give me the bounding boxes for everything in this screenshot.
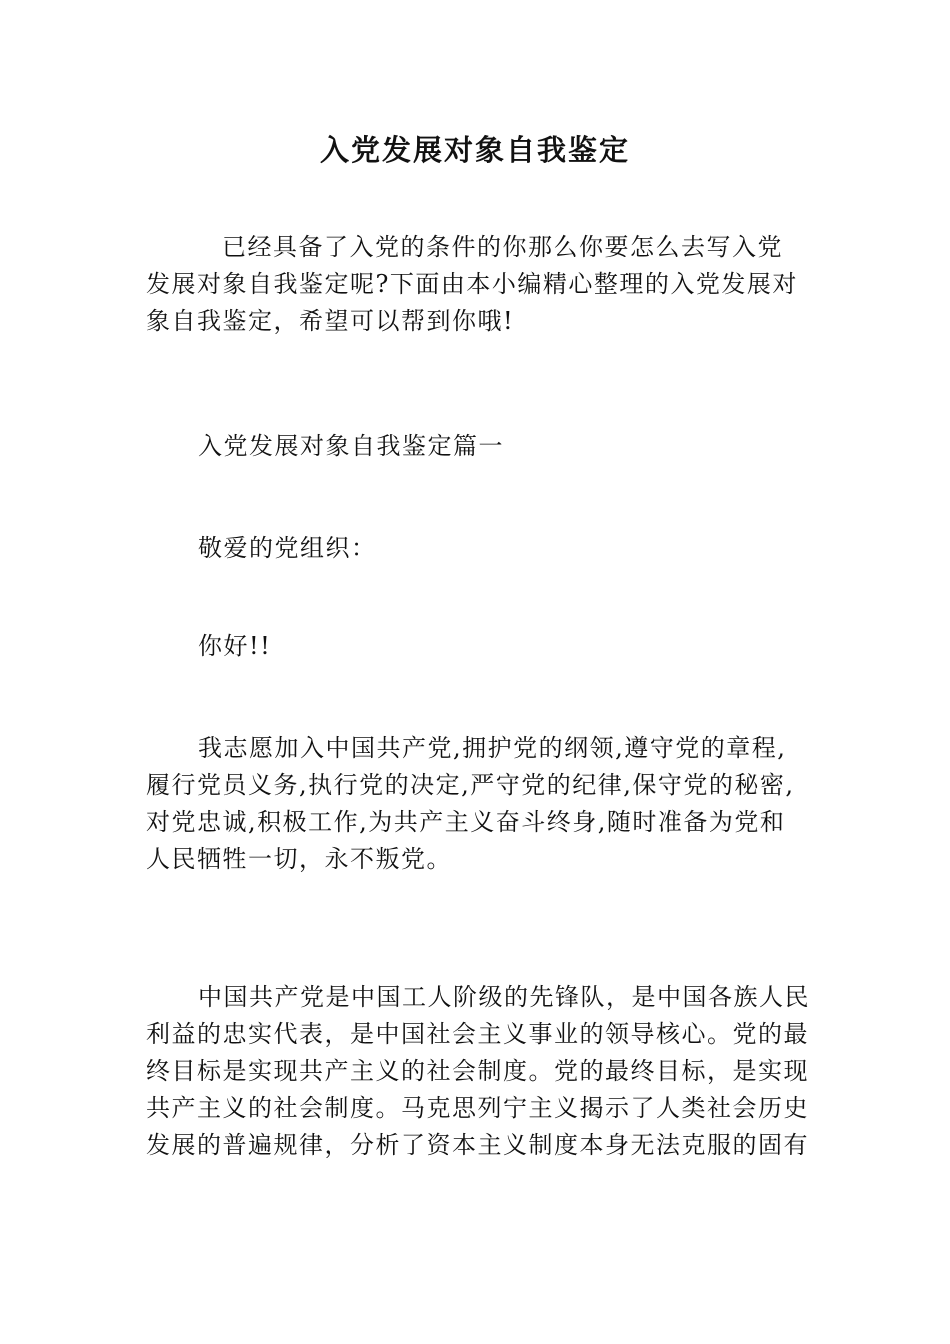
paragraph-line: 中国共产党是中国工人阶级的先锋队，是中国各族人民 — [198, 983, 810, 1011]
paragraph-line: 我志愿加入中国共产党,拥护党的纲领,遵守党的章程, — [198, 734, 787, 762]
paragraph-line: 人民牺牲一切，永不叛党。 — [146, 845, 452, 873]
paragraph-line: 履行党员义务,执行党的决定,严守党的纪律,保守党的秘密, — [146, 771, 795, 799]
intro-line: 已经具备了入党的条件的你那么你要怎么去写入党 — [222, 233, 783, 261]
section-heading: 入党发展对象自我鉴定篇一 — [198, 432, 504, 460]
paragraph-line: 终目标是实现共产主义的社会制度。党的最终目标，是实现 — [146, 1057, 809, 1085]
intro-line: 发展对象自我鉴定呢?下面由本小编精心整理的入党发展对 — [146, 270, 798, 298]
intro-line: 象自我鉴定，希望可以帮到你哦! — [146, 307, 515, 335]
paragraph-line: 发展的普遍规律，分析了资本主义制度本身无法克服的固有 — [146, 1131, 809, 1159]
paragraph-2 — [146, 979, 826, 1164]
document-title: 入党发展对象自我鉴定 — [319, 133, 630, 167]
salutation: 敬爱的党组织： — [198, 534, 377, 562]
paragraph-1 — [146, 730, 826, 878]
intro-paragraph — [146, 229, 826, 340]
paragraph-line: 利益的忠实代表，是中国社会主义事业的领导核心。党的最 — [146, 1020, 809, 1048]
greeting: 你好!! — [198, 632, 272, 660]
paragraph-line: 共产主义的社会制度。马克思列宁主义揭示了人类社会历史 — [146, 1094, 809, 1122]
paragraph-line: 对党忠诚,积极工作,为共产主义奋斗终身,随时准备为党和 — [146, 808, 786, 836]
